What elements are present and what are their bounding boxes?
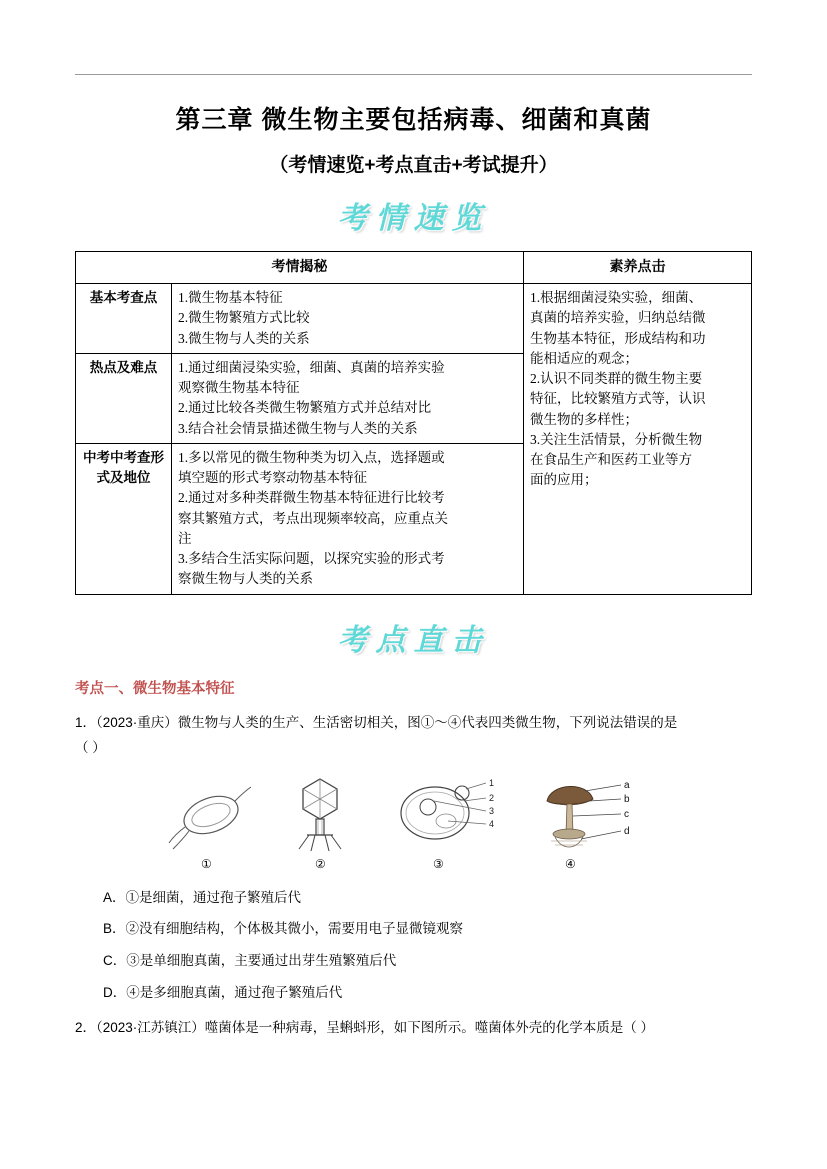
line: 在食品生产和医药工业等方 — [530, 452, 692, 467]
question-2 — [75, 1015, 752, 1041]
line: 生物基本特征，形成结构和功 — [530, 330, 706, 346]
option-b: B．②没有细胞结构，个体极其微小，需要用电子显微镜观察 — [103, 921, 464, 937]
kaodian-heading: 考点一、微生物基本特征 — [75, 680, 235, 697]
line: 2.认识不同类群的微生物主要 — [530, 371, 703, 386]
table-header-kaoqing: 考情揭秘 — [76, 252, 524, 284]
question-text: （2023·重庆）微生物与人类的生产、生活密切相关，图①～④代表四类微生物，下列说法错误的是 — [96, 714, 678, 730]
row-content-basic — [172, 284, 524, 354]
line: 2.通过对多种类群微生物基本特征进行比较考 — [178, 490, 445, 506]
row-label-basic: 基本考查点 — [76, 284, 172, 354]
line: 真菌的培养实验，归纳总结微 — [530, 310, 706, 326]
row-content-exam-form — [172, 443, 524, 594]
section-banner-kaoqing: 考情速览 — [337, 202, 490, 235]
svg-text:4: 4 — [489, 818, 495, 829]
line: 1.多以常见的微生物种类为切入点，选择题或 — [178, 449, 445, 465]
line: 2.通过比较各类微生物繁殖方式并总结对比 — [178, 400, 432, 416]
line: 3.微生物与人类的关系 — [178, 330, 310, 346]
question-1-continuation: （ ） — [75, 740, 106, 756]
line: 察其繁殖方式，考点出现频率较高，应重点关 — [178, 510, 448, 526]
line: 2.微生物繁殖方式比较 — [178, 310, 310, 326]
table-header-row — [76, 252, 752, 284]
table-header-soyang: 素养点击 — [524, 252, 752, 284]
kaoqing-table — [75, 251, 752, 595]
line: 1.通过细菌浸染实验，细菌、真菌的培养实验 — [178, 359, 445, 375]
svg-text:1: 1 — [489, 777, 495, 788]
row-label-hotspot: 热点及难点 — [76, 353, 172, 443]
line: 3.关注生活情景，分析微生物 — [530, 431, 703, 447]
page-title: 第三章 微生物主要包括病毒、细菌和真菌 — [175, 106, 652, 134]
header-rule — [75, 74, 752, 75]
question-1-figure — [135, 771, 752, 877]
svg-text:a: a — [624, 779, 630, 791]
figure-label-2: ② — [315, 856, 326, 871]
svg-text:c: c — [624, 808, 629, 820]
row-content-hotspot — [172, 353, 524, 443]
question-number: 1． — [75, 714, 97, 730]
svg-text:2: 2 — [489, 792, 495, 803]
question-number: 2． — [75, 1020, 97, 1036]
question-1 — [75, 710, 752, 736]
table-row — [76, 284, 752, 354]
line: 能相适应的观念； — [530, 350, 638, 366]
line: 注 — [178, 530, 192, 546]
soyang-cell — [524, 284, 752, 595]
yeast-cell-diagram-icon — [390, 771, 500, 855]
line: 1.根据细菌浸染实验，细菌、 — [530, 290, 703, 305]
page-subtitle: （考情速览+考点直击+考试提升） — [269, 155, 558, 176]
row-label-exam-form: 中考中考查形式及地位 — [76, 443, 172, 594]
line: 1.微生物基本特征 — [178, 290, 283, 305]
svg-text:3: 3 — [489, 805, 495, 816]
line: 观察微生物基本特征 — [178, 380, 300, 395]
line: 微生物的多样性； — [530, 411, 638, 427]
line: 3.多结合生活实际问题，以探究实验的形式考 — [178, 551, 445, 566]
question-text: （2023·江苏镇江）噬菌体是一种病毒，呈蝌蚪形，如下图所示。噬菌体外壳的化学本质是（ ） — [96, 1020, 655, 1036]
option-d: D．④是多细胞真菌，通过孢子繁殖后代 — [103, 984, 343, 1000]
section-banner-kaodian: 考点直击 — [337, 623, 490, 657]
option-a: A．①是细菌，通过孢子繁殖后代 — [103, 889, 302, 905]
svg-text:d: d — [624, 825, 630, 837]
svg-text:b: b — [624, 793, 630, 805]
bacterium-diagram-icon — [165, 771, 255, 855]
line: 察微生物与人类的关系 — [178, 571, 313, 587]
option-c: C．③是单细胞真菌，主要通过出芽生殖繁殖后代 — [103, 952, 397, 968]
line: 面的应用； — [530, 472, 598, 488]
mushroom-diagram-icon — [525, 771, 655, 855]
line: 3.结合社会情景描述微生物与人类的关系 — [178, 420, 418, 436]
figure-label-4: ④ — [565, 856, 576, 871]
figure-label-1: ① — [201, 856, 212, 871]
line: 填空题的形式考察动物基本特征 — [178, 470, 367, 485]
figure-label-3: ③ — [433, 856, 444, 871]
bacteriophage-diagram-icon — [285, 771, 355, 855]
line: 特征，比较繁殖方式等，认识 — [530, 391, 706, 407]
